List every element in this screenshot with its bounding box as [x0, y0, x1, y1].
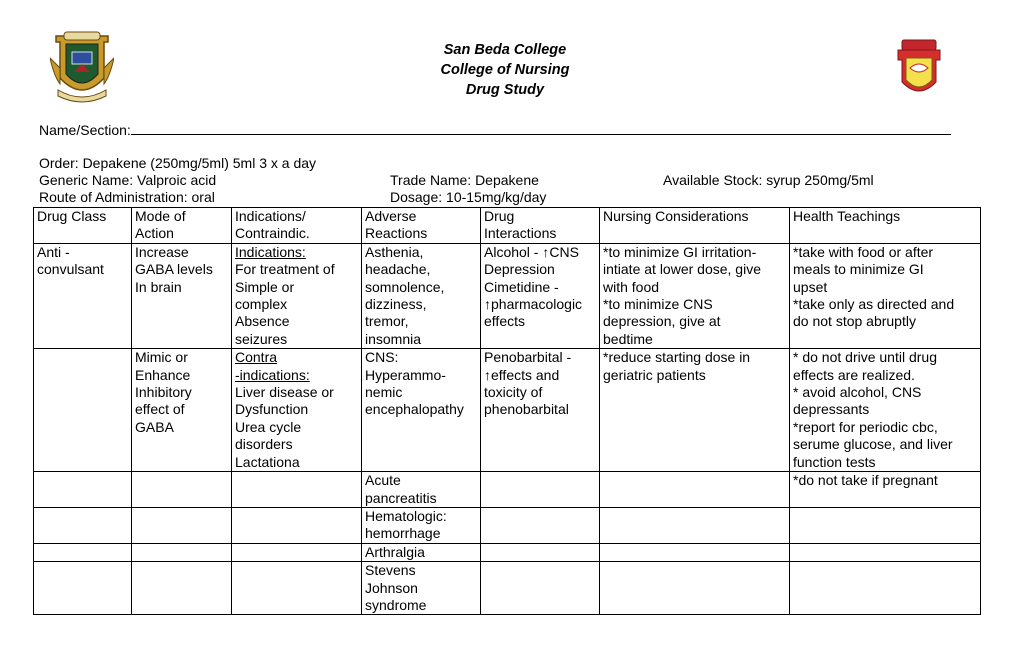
cell-text: *report for periodic cbc, [793, 418, 938, 435]
header-text: Health Teachings [793, 208, 901, 224]
cell-text: meals to minimize GI [793, 261, 924, 278]
table-cell [481, 562, 600, 615]
cell-text: Liver disease or [235, 384, 334, 401]
header-text: Reactions [365, 225, 428, 242]
cell-text: pancreatitis [365, 489, 437, 506]
cell-text: seizures [235, 330, 288, 347]
table-cell [790, 349, 981, 472]
header-text: Drug Class [37, 208, 107, 224]
cell-text: do not stop abruptly [793, 313, 916, 330]
cell-text: effects [484, 313, 525, 330]
column-header [600, 208, 790, 244]
header-text: Indications/ [235, 208, 306, 224]
column-header [132, 208, 232, 244]
table-cell [232, 562, 362, 615]
table-cell [34, 562, 132, 615]
drug-study-table [33, 207, 981, 615]
table-cell [362, 507, 481, 543]
table-cell [600, 472, 790, 508]
cell-text: Hyperammo- [365, 366, 446, 383]
cell-text: *take only as directed and [793, 296, 955, 313]
cell-text: Acute [365, 472, 401, 489]
cell-text: Indications: [235, 243, 306, 260]
cell-text: toxicity of [484, 384, 543, 401]
table-cell [790, 507, 981, 543]
generic-name-text: Generic Name: Valproic acid [39, 172, 217, 188]
cell-text: upset [793, 278, 828, 295]
cell-text: CNS: [365, 349, 399, 366]
nursing-crest-logo [896, 38, 942, 100]
cell-text: effect of [135, 401, 185, 418]
route-text: Route of Administration: oral [39, 189, 215, 205]
cell-text: hemorrhage [365, 525, 441, 542]
table-cell [362, 543, 481, 561]
cell-text: For treatment of [235, 261, 335, 278]
order-text: Order: Depakene (250mg/5ml) 5ml 3 x a day [39, 155, 317, 171]
table-cell [362, 472, 481, 508]
cell-text: GABA [135, 418, 174, 435]
cell-text: Enhance [135, 366, 191, 383]
table-row [34, 243, 981, 348]
cell-text: GABA levels [135, 261, 213, 278]
table-cell [34, 243, 132, 348]
column-header [481, 208, 600, 244]
table-cell [232, 243, 362, 348]
cell-text: Inhibitory [135, 384, 192, 401]
table-row [34, 562, 981, 615]
cell-text: intiate at lower dose, give [603, 261, 761, 278]
cell-text: complex [235, 296, 288, 313]
cell-text: headache, [365, 261, 431, 278]
cell-text: somnolence, [365, 278, 445, 295]
cell-text: dizziness, [365, 296, 427, 313]
table-cell [790, 562, 981, 615]
table-cell [34, 472, 132, 508]
table-cell [481, 349, 600, 472]
table-cell [600, 507, 790, 543]
cell-text: Dysfunction [235, 401, 309, 418]
table-cell [600, 243, 790, 348]
table-row [34, 472, 981, 508]
table-cell [600, 543, 790, 561]
table-cell [481, 243, 600, 348]
cell-text: Lactationa [235, 453, 300, 470]
cell-text: * avoid alcohol, CNS [793, 384, 922, 401]
table-cell [600, 349, 790, 472]
cell-text: Penobarbital - [484, 349, 572, 366]
table-row [34, 507, 981, 543]
school-seal-logo [50, 28, 114, 104]
table-cell [132, 507, 232, 543]
cell-text: Stevens [365, 562, 416, 579]
table-cell [481, 507, 600, 543]
cell-text: nemic [365, 384, 403, 401]
table-cell [232, 543, 362, 561]
cell-text: *take with food or after [793, 243, 934, 260]
cell-text: *do not take if pregnant [793, 472, 938, 489]
table-cell [790, 243, 981, 348]
cell-text: phenobarbital [484, 401, 569, 418]
table-cell [232, 472, 362, 508]
available-stock-text: Available Stock: syrup 250mg/5ml [663, 172, 874, 188]
column-header [790, 208, 981, 244]
header-text: Contraindic. [235, 225, 310, 242]
table-cell [362, 243, 481, 348]
table-cell [481, 543, 600, 561]
cell-text: Hematologic: [365, 507, 447, 524]
cell-text: geriatric patients [603, 366, 706, 383]
cell-text: Alcohol - ↑CNS [484, 243, 579, 260]
column-header [232, 208, 362, 244]
cell-text: disorders [235, 436, 293, 453]
cell-text: Cimetidine - [484, 278, 559, 295]
cell-text: with food [603, 278, 660, 295]
cell-text: Depression [484, 261, 555, 278]
name-section-label: Name/Section: [39, 122, 131, 138]
cell-text: * do not drive until drug [793, 349, 937, 366]
column-header [34, 208, 132, 244]
cell-text: Contra [235, 349, 278, 366]
cell-text: Simple or [235, 278, 295, 295]
table-cell [790, 543, 981, 561]
table-cell [362, 349, 481, 472]
table-row [34, 543, 981, 561]
header-text: Adverse [365, 208, 417, 224]
cell-text: tremor, [365, 313, 409, 330]
cell-text: function tests [793, 453, 876, 470]
cell-text: depression, give at [603, 313, 721, 330]
table-cell [132, 543, 232, 561]
department-name: College of Nursing [440, 62, 570, 78]
cell-text: Increase [135, 243, 189, 260]
table-cell [132, 243, 232, 348]
cell-text: Urea cycle [235, 418, 302, 435]
cell-text: bedtime [603, 330, 653, 347]
name-section-blank[interactable] [131, 121, 951, 135]
header-text: Action [135, 225, 174, 242]
name-section-field[interactable] [39, 121, 951, 139]
cell-text: serume glucose, and liver [793, 436, 953, 453]
cell-text: Anti - [37, 243, 70, 260]
header-text: Interactions [484, 225, 557, 242]
table-cell [232, 349, 362, 472]
table-cell [600, 562, 790, 615]
table-row [34, 349, 981, 472]
trade-name-text: Trade Name: Depakene [390, 172, 539, 188]
cell-text: convulsant [37, 261, 104, 278]
table-cell [132, 562, 232, 615]
cell-text: insomnia [365, 330, 422, 347]
institution-name: San Beda College [443, 42, 567, 58]
cell-text: encephalopathy [365, 401, 464, 418]
cell-text: *reduce starting dose in [603, 349, 751, 366]
cell-text: Asthenia, [365, 243, 424, 260]
cell-text: -indications: [235, 366, 310, 383]
column-header [362, 208, 481, 244]
cell-text: Johnson [365, 579, 418, 596]
cell-text: *to minimize GI irritation- [603, 243, 757, 260]
table-cell [481, 472, 600, 508]
table-cell [132, 349, 232, 472]
cell-text: Mimic or [135, 349, 188, 366]
table-cell [232, 507, 362, 543]
cell-text: In brain [135, 278, 182, 295]
document-title: Drug Study [465, 82, 545, 98]
header-text: Mode of [135, 208, 186, 224]
cell-text: ↑effects and [484, 366, 560, 383]
cell-text: *to minimize CNS [603, 296, 713, 313]
cell-text: syndrome [365, 596, 427, 613]
cell-text: effects are realized. [793, 366, 915, 383]
cell-text: Absence [235, 313, 290, 330]
document-header [380, 40, 630, 100]
table-cell [34, 349, 132, 472]
table-cell [34, 507, 132, 543]
cell-text: ↑pharmacologic [484, 296, 583, 313]
table-cell [34, 543, 132, 561]
dosage-text: Dosage: 10-15mg/kg/day [390, 189, 547, 205]
table-cell [132, 472, 232, 508]
cell-text: depressants [793, 401, 870, 418]
table-cell [362, 562, 481, 615]
table-cell [790, 472, 981, 508]
cell-text: Arthralgia [365, 543, 425, 560]
header-text: Drug [484, 208, 515, 224]
header-text: Nursing Considerations [603, 208, 749, 224]
table-header-row [34, 208, 981, 244]
